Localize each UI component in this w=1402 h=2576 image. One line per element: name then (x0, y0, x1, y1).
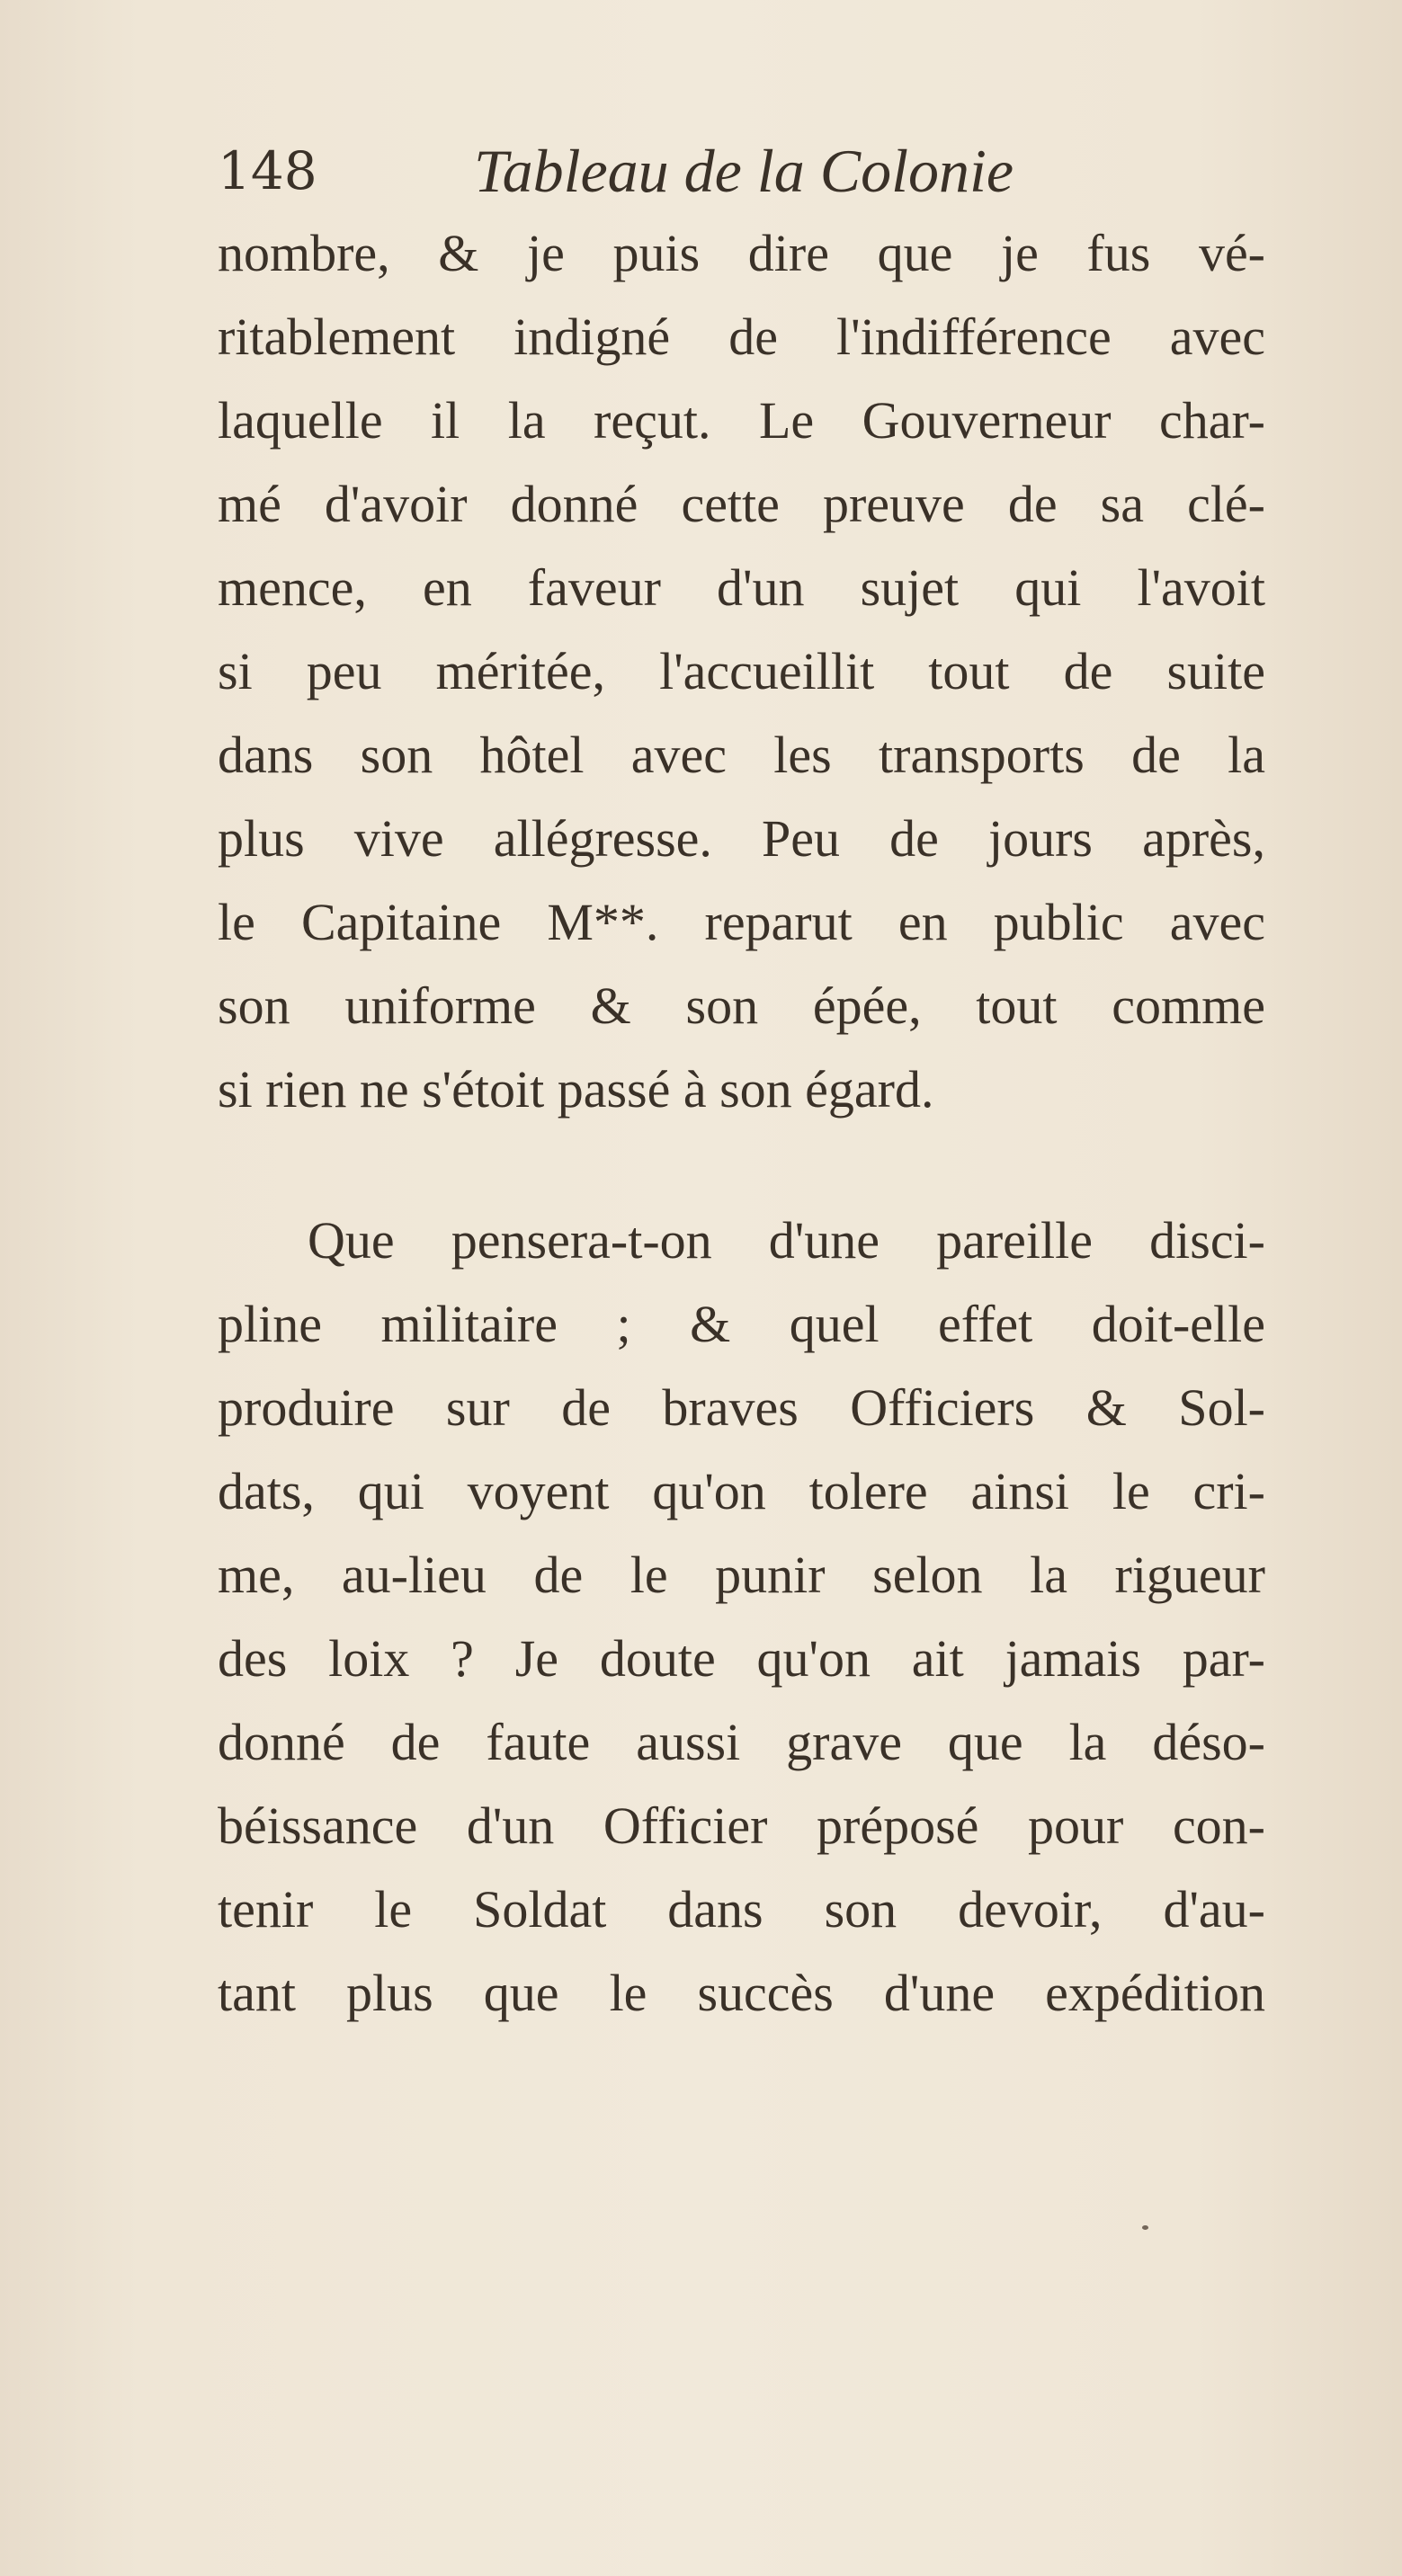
text-line: mence, en faveur d'un sujet qui l'avoit (218, 558, 1265, 617)
text-line: plus vive allégresse. Peu de jours après, (218, 809, 1265, 868)
text-line: son uniforme & son épée, tout comme (218, 976, 1265, 1035)
paragraph-gap (218, 1131, 1265, 1199)
text-line: Que pensera-t-on d'une pareille disci- (308, 1211, 1265, 1270)
text-line: pline militaire ; & quel effet doit-elle (218, 1295, 1265, 1353)
text-line: me, au-lieu de le punir selon la rigueur (218, 1546, 1265, 1604)
text-line: laquelle il la reçut. Le Gouverneur char- (218, 391, 1265, 450)
text-line: dats, qui voyent qu'on tolere ainsi le cri- (218, 1462, 1265, 1520)
text-line: tant plus que le succès d'une expédition (218, 1964, 1265, 2022)
text-line: donné de faute aussi grave que la déso- (218, 1713, 1265, 1771)
text-line: produire sur de braves Officiers & Sol- (218, 1378, 1265, 1437)
text-line: le Capitaine M**. reparut en public avec (218, 893, 1265, 951)
paragraph-2 (218, 1199, 1265, 2035)
text-line: si peu méritée, l'accueillit tout de suite (218, 642, 1265, 700)
text-line: ritablement indigné de l'indifférence avec (218, 308, 1265, 366)
running-title: Tableau de la Colonie (474, 137, 1014, 205)
text-line: dans son hôtel avec les transports de la (218, 726, 1265, 784)
page-header (218, 130, 1285, 211)
text-line: béissance d'un Officier préposé pour con- (218, 1796, 1265, 1855)
text-line: tenir le Soldat dans son devoir, d'au- (218, 1880, 1265, 1939)
page-number: 148 (218, 140, 317, 201)
body-text (218, 211, 1265, 2035)
text-line: des loix ? Je doute qu'on ait jamais par- (218, 1629, 1265, 1688)
paragraph-1 (218, 211, 1265, 1131)
text-line: nombre, & je puis dire que je fus vé- (218, 224, 1265, 282)
text-line: si rien ne s'étoit passé à son égard. (218, 1060, 934, 1119)
text-line: mé d'avoir donné cette preuve de sa clé- (218, 475, 1265, 533)
ink-speck (1142, 2225, 1148, 2230)
